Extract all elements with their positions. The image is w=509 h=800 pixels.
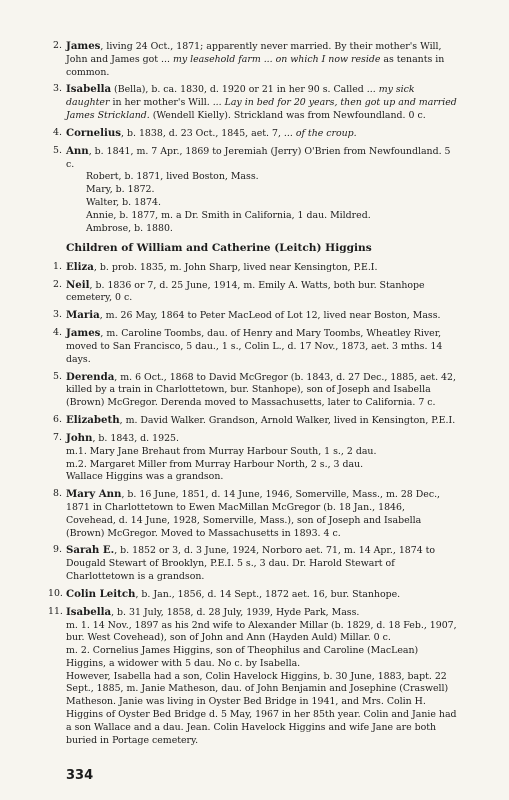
ann-child: Mary, b. 1872. (86, 184, 155, 196)
entry-quote: ... of the croup. (283, 127, 357, 139)
entry-number: 5. (53, 370, 62, 382)
entry-number: 10. (48, 587, 63, 599)
entry-text-3: (Wendell Kielly). Strickland was from Newfoundland. 0 c. (149, 110, 426, 122)
entry-cornelius (53, 126, 457, 141)
john-line: Wallace Higgins was a grandson. (66, 471, 224, 483)
entry-neil (53, 278, 457, 306)
entry-number: 11. (48, 605, 63, 617)
section-heading: Children of William and Catherine (Leitch) Higgins (66, 242, 372, 255)
entry-name: Eliza (66, 260, 94, 273)
isabella-line: m. 1. 14 Nov., 1897 as his 2nd wife to Alexander Millar (b. 1829, d. 18 Feb., 1907, bur. West Covehead), son of John and Ann (Hayden Auld) Millar. 0 c. (66, 619, 457, 644)
entry-number: 1. (53, 260, 62, 272)
entry-eliza (53, 260, 457, 275)
page-number: 334 (66, 768, 94, 783)
entry-number: 4. (53, 327, 62, 339)
entry-name: Ann (66, 144, 89, 157)
entry-text: (Bella), b. ca. 1830, d. 1920 or 21 in her 90 s. Called (111, 84, 367, 96)
entry-sarah (53, 544, 457, 583)
entry-james-2 (53, 327, 457, 366)
entry-text: , b. 1843, d. 1925. (92, 432, 179, 444)
entry-name: Cornelius (66, 126, 122, 139)
entry-number: 6. (53, 414, 62, 425)
entry-text: , living 24 Oct., 1871; apparently never married. By their mother's Will, John and James got (66, 41, 442, 65)
entry-isabella-bella (53, 83, 457, 122)
entry-text: , m. David Walker. Grandson, Arnold Walker, lived in Kensington, P.E.I. (119, 415, 456, 426)
entry-quote: ... my sick daughter (66, 84, 415, 109)
isabella-line: m. 2. Cornelius James Higgins, son of Theophilus and Caroline (MacLean) Higgins, a widower with 5 dau. No c. by Isabella. (66, 645, 419, 669)
john-line: m.2. Margaret Miller from Murray Harbour North, 2 s., 3 dau. (66, 458, 364, 470)
entry-name: James (66, 40, 101, 52)
entry-text: , b. 1852 or 3, d. 3 June, 1924, Norboro aet. 71, m. 14 Apr., 1874 to Dougald Stewart of Brooklyn, P.E.I. 5 s., 3 dau. Dr. Harold Stewart of Charlottetown is a grandson. (66, 545, 436, 582)
entry-ann (53, 144, 457, 236)
entry-mary-ann (53, 488, 457, 540)
entry-text: , m. 6 Oct., 1868 to David McGregor (b. 1843, d. 27 Dec., 1885, aet. 42, killed by a train in Charlottetown, bur. Stanhope), son of Joseph and Isabella (Brown) McGregor. Derenda moved to Massachusetts, later to California. 7 c. (66, 371, 456, 409)
entry-number: 3. (53, 309, 62, 321)
ann-child: Walter, b. 1874. (86, 196, 161, 208)
entry-name: Neil (66, 278, 90, 291)
entry-text: , b. 1836 or 7, d. 25 June, 1914, m. Emily A. Watts, both bur. Stanhope cemetery, 0 c. (66, 279, 425, 304)
entry-name: Isabella (66, 605, 112, 618)
entry-isabella (48, 605, 457, 748)
entry-number: 2. (53, 278, 62, 290)
entry-derenda (53, 370, 457, 410)
entry-text: , b. 1838, d. 23 Oct., 1845, aet. 7, (121, 127, 284, 139)
entry-elizabeth (53, 414, 457, 428)
entry-name: James (66, 327, 101, 340)
entry-text: , b. 16 June, 1851, d. 14 June, 1946, Somerville, Mass., m. 28 Dec., 1871 in Charlottetown to Ewen MacMillan McGregor (b. 18 Jan., 1846, Covehead, d. 14 June, 1928, Somerville, Mass.), son of Joseph and Isabella (Brown) McGregor. Moved to Massachusetts in 1893. 4 c. (66, 489, 441, 539)
ann-child: Robert, b. 1871, lived Boston, Mass. (86, 171, 259, 183)
entry-maria (53, 309, 457, 323)
entry-name: Derenda (66, 370, 115, 383)
entry-colin-leitch (48, 587, 457, 602)
entry-james (53, 40, 457, 79)
entry-name: Elizabeth (66, 414, 120, 426)
entry-quote-2: ... Lay in bed for 20 years, then got up and married James Strickland. (66, 97, 457, 122)
entry-number: 3. (53, 83, 62, 95)
entry-text: , b. 1841, m. 7 Apr., 1869 to Jeremiah (Jerry) O'Brien from Newfoundland. 5 c. (66, 145, 451, 170)
entry-number: 8. (53, 488, 62, 500)
entry-name: Isabella (66, 83, 112, 96)
entry-number: 2. (53, 40, 62, 51)
entry-name: Mary Ann (66, 488, 122, 501)
entry-name: Maria (66, 309, 100, 322)
ann-child: Ambrose, b. 1880. (86, 222, 173, 234)
entry-text: , m. 26 May, 1864 to Peter MacLeod of Lot 12, lived near Boston, Mass. (99, 310, 441, 322)
entry-quote: ... my leasehold farm ... on which I now reside (161, 53, 381, 65)
entry-text: , b. 31 July, 1858, d. 28 July, 1939, Hyde Park, Mass. (111, 606, 360, 618)
entry-number: 9. (53, 544, 62, 556)
john-line: m.1. Mary Jane Brehaut from Murray Harbour South, 1 s., 2 dau. (66, 445, 377, 457)
entry-text: , b. Jan., 1856, d. 14 Sept., 1872 aet. 16, bur. Stanhope. (135, 588, 401, 600)
entry-text: , b. prob. 1835, m. John Sharp, lived near Kensington, P.E.I. (93, 261, 378, 273)
entry-name: John (66, 431, 93, 444)
entry-name: Sarah E. (66, 544, 115, 557)
isabella-line: However, Isabella had a son, Colin Havelock Higgins, b. 30 June, 1883, bapt. 22 Sept., 1885, m. Janie Matheson, dau. of John Benjamin and Josephine (Craswell) Matheson. Janie was living in Oyster Bed Bridge in 1941, and Mrs. Colin H. Higgins of Oyster Bed Bridge d. 5 May, 1967 in her 85th year. Colin and Janie had a son Wallace and a dau. Jean. Colin Havelock Higgins and wife Jane are both buried in Portage cemetery. (66, 670, 457, 746)
entry-john (53, 431, 457, 484)
ann-child: Annie, b. 1877, m. a Dr. Smith in California, 1 dau. Mildred. (86, 209, 371, 221)
entry-text-2: as tenants in common. (66, 53, 445, 78)
entry-number: 5. (53, 144, 62, 156)
entry-text: , m. Caroline Toombs, dau. of Henry and Mary Toombs, Wheatley River, moved to San Francisco, 5 dau., 1 s., Colin L., d. 17 Nov., 1873, aet. 3 mths. 14 days. (66, 328, 443, 365)
entry-number: 4. (53, 126, 62, 138)
entry-name: Colin Leitch (66, 587, 136, 600)
entry-number: 7. (53, 431, 62, 443)
entry-text-2: in her mother's Will. (109, 97, 213, 109)
